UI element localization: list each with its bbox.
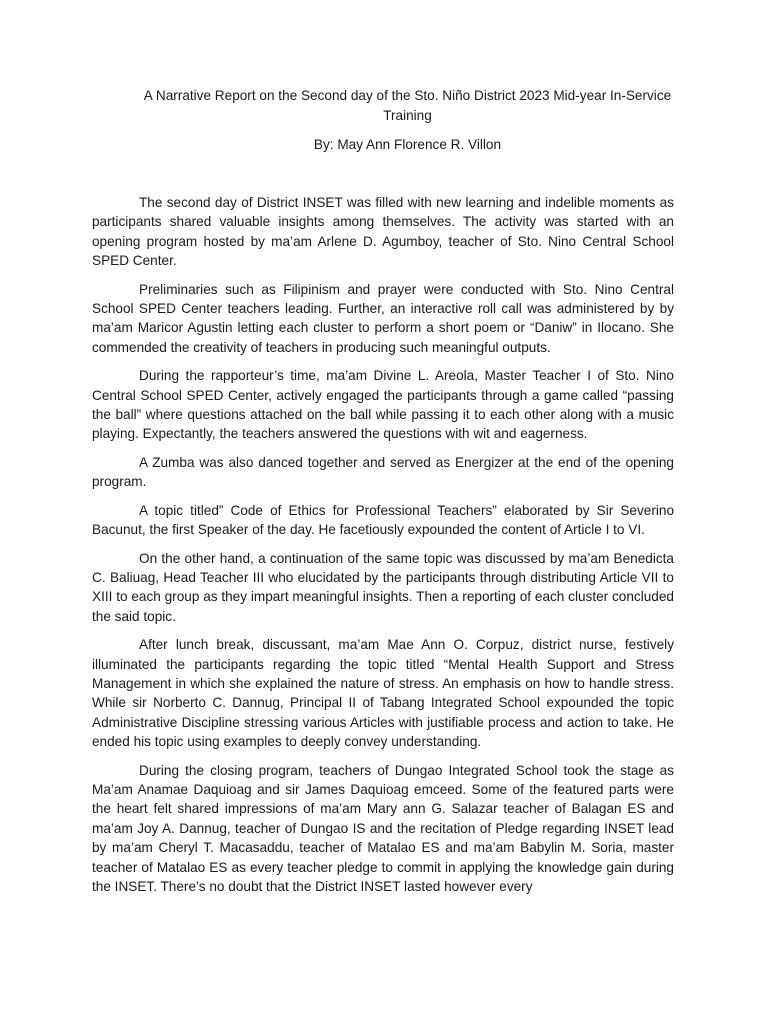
document-body xyxy=(92,193,674,905)
document-byline: By: May Ann Florence R. Villon xyxy=(313,137,502,152)
paragraph-after-lunch: After lunch break, discussant, ma’am Mae Ann O. Corpuz, district nurse, festively illuminated the participants regarding the topic titled “Mental Health Support and Stress Management in which she explained the nature of stress. An emphasis on how to handle stress. While sir Norberto C. Dannug, Principal II of Tabang Integrated School expounded the topic Administrative Discipline stressing various Articles with justifiable process and action to take. He ended his topic using examples to deeply convey understanding. xyxy=(92,637,674,750)
paragraph-code-of-ethics: A topic titled” Code of Ethics for Professional Teachers” elaborated by Sir Severino Bacunut, the first Speaker of the day. He facetiously expounded the content of Article I to VI. xyxy=(92,502,674,538)
document-title: A Narrative Report on the Second day of the Sto. Niño District 2023 Mid-year In-Service Training xyxy=(143,88,672,123)
paragraph-closing-program: During the closing program, teachers of Dungao Integrated School took the stage as Ma’am Anamae Daquioag and sir James Daquioag emceed. Some of the featured parts were the heart felt shared impressions of ma’am Mary ann G. Salazar teacher of Balagan ES and ma’am Joy A. Dannug, teacher of Dungao IS and the recitation of Pledge regarding INSET lead by ma’am Cheryl T. Macasaddu, teacher of Matalao ES and ma’am Babylin M. Soria, master teacher of Matalao ES as every teacher pledge to commit in applying the knowledge gain during the INSET. There’s no doubt that the District INSET lasted however every xyxy=(92,762,674,894)
paragraph-rapporteur: During the rapporteur’s time, ma’am Divine L. Areola, Master Teacher I of Sto. Nino Central School SPED Center, actively engaged the participants through a game called “passing the ball” where questions attached on the ball while passing it to each other along with a music playing. Expectantly, the teachers answered the questions with wit and eagerness. xyxy=(92,368,674,442)
paragraph-continuation: On the other hand, a continuation of the same topic was discussed by ma’am Benedicta C. Baliuag, Head Teacher III who elucidated by the participants through distributing Article VII to XIII to each group as they impart meaningful insights. Then a reporting of each cluster concluded the said topic. xyxy=(92,550,674,624)
paragraph-preliminaries: Preliminaries such as Filipinism and prayer were conducted with Sto. Nino Central School SPED Center teachers leading. Further, an interactive roll call was administered by by ma’am Maricor Agustin letting each cluster to perform a short poem or “Daniw” in Ilocano. She commended the creativity of teachers in producing such meaningful outputs. xyxy=(92,281,674,355)
paragraph-zumba: A Zumba was also danced together and served as Energizer at the end of the opening program. xyxy=(92,454,674,490)
paragraph-opening: The second day of District INSET was filled with new learning and indelible moments as participants shared valuable insights among themselves. The activity was started with an opening program hosted by ma’am Arlene D. Agumboy, teacher of Sto. Nino Central School SPED Center. xyxy=(92,195,674,269)
